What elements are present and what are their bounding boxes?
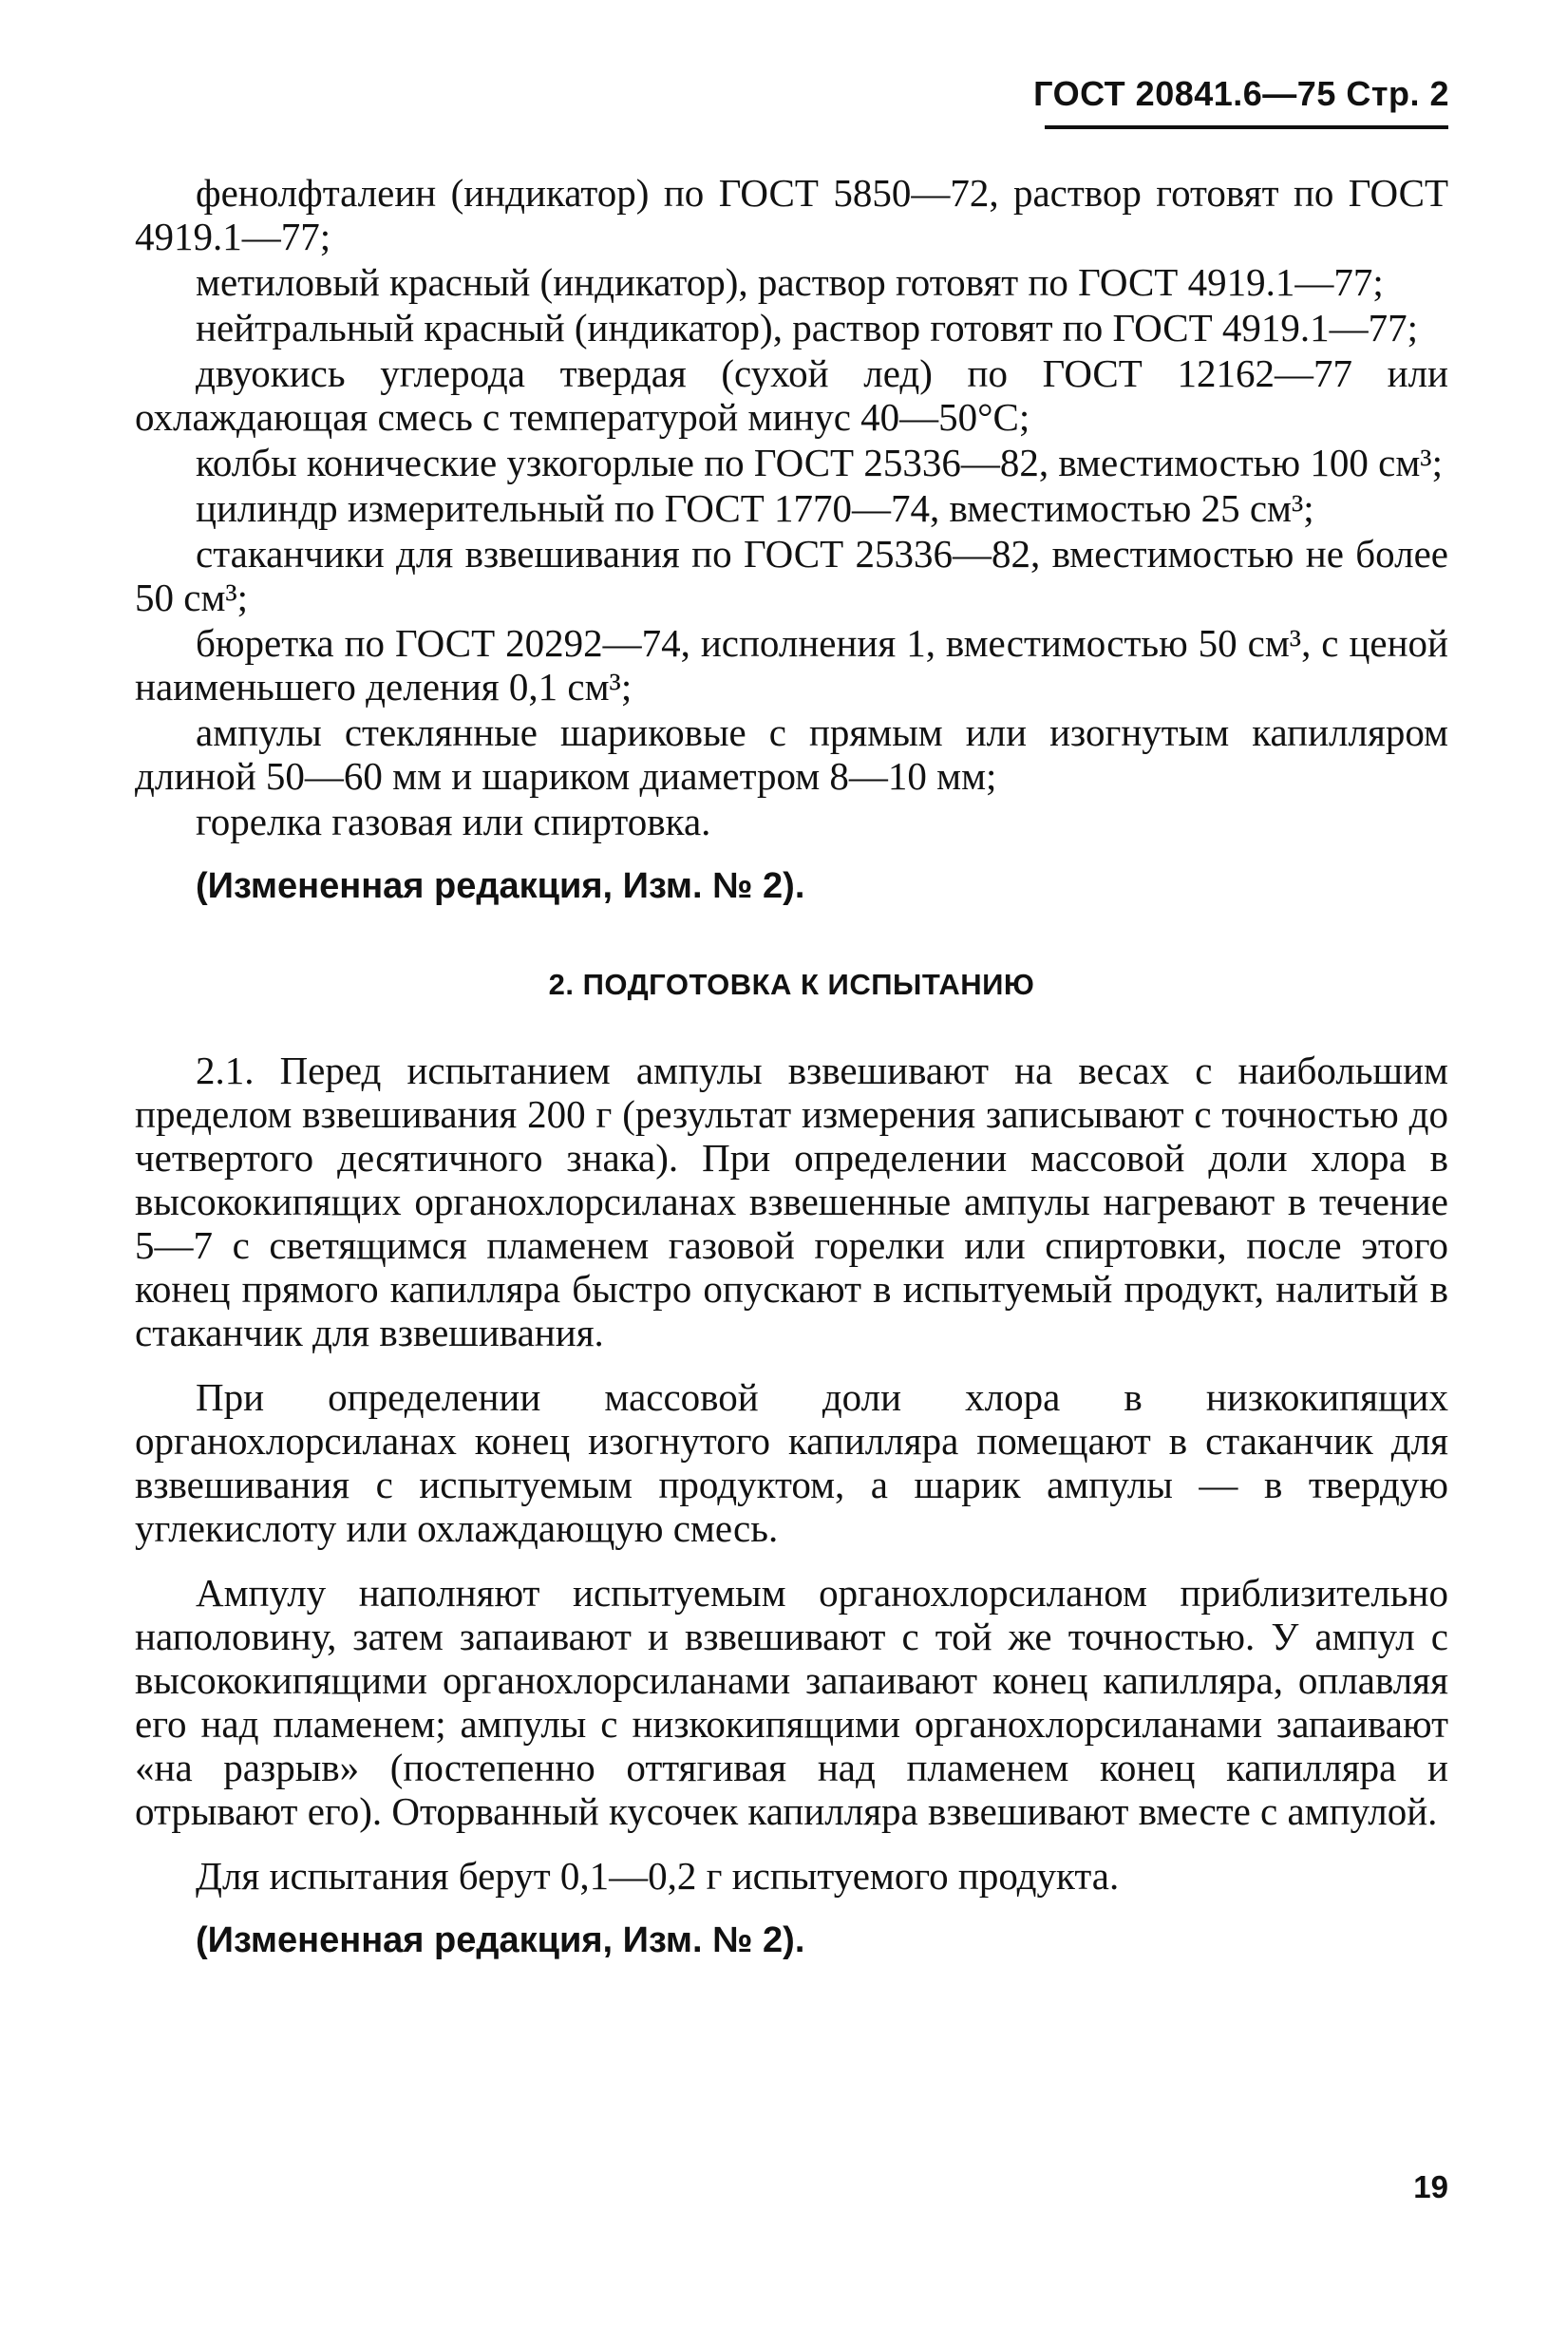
body-text <box>135 171 1448 1962</box>
list-item: горелка газовая или спиртовка. <box>196 800 711 843</box>
amendment-note: (Измененная редакция, Изм. № 2). <box>196 866 805 906</box>
materials-list <box>135 171 1448 843</box>
paragraph: Ампулу наполняют испытуемым органохлорсиланом приблизительно наполовину, затем запаивают и взвешивают с той же точностью. У ампул с высококипящими органохлорсиланами запаивают конец капилляра, оплавляя его над пламенем; ампулы с низкокипящими органохлорсиланами запаивают «на разрыв» (постепенно оттягивая над пламенем конец капилляра и отрывают его). Оторванный кусочек капилляра взвешивают вместе с ампулой. <box>135 1571 1448 1833</box>
paragraph: При определении массовой доли хлора в низкокипящих органохлорсиланах конец изогнутого капилляра помещают в стаканчик для взвешивания с испытуемым продуктом, а шарик ампулы — в твердую углекислоту или охлаждающую смесь. <box>135 1375 1448 1550</box>
list-item: метиловый красный (индикатор), раствор готовят по ГОСТ 4919.1—77; <box>196 260 1384 304</box>
list-item: бюретка по ГОСТ 20292—74, исполнения 1, вместимостью 50 см³, с ценой наименьшего деления 0,1 см³; <box>135 621 1448 709</box>
list-item: нейтральный красный (индикатор), раствор готовят по ГОСТ 4919.1—77; <box>196 306 1419 350</box>
page-number: 19 <box>1413 2169 1448 2204</box>
section-heading: 2. ПОДГОТОВКА К ИСПЫТАНИЮ <box>548 968 1035 1001</box>
paragraph: 2.1. Перед испытанием ампулы взвешивают на весах с наибольшим пределом взвешивания 200 г (результат измерения записывают с точностью до четвертого десятичного знака). При определении массовой доли хлора в высококипящих органохлорсиланах взвешенные ампулы нагревают в течение 5—7 с светящимся пламенем газовой горелки или спиртовки, после этого конец прямого капилляра быстро опускают в испытуемый продукт, налитый в стаканчик для взвешивания. <box>135 1049 1448 1354</box>
list-item: двуокись углерода твердая (сухой лед) по ГОСТ 12162—77 или охлаждающая смесь с температурой минус 40—50°С; <box>135 351 1448 439</box>
header-rule <box>1045 125 1448 129</box>
list-item: стаканчики для взвешивания по ГОСТ 25336—82, вместимостью не более 50 см³; <box>135 532 1448 619</box>
list-item: колбы конические узкогорлые по ГОСТ 25336—82, вместимостью 100 см³; <box>196 441 1443 484</box>
paragraph: Для испытания берут 0,1—0,2 г испытуемого продукта. <box>196 1854 1120 1898</box>
running-header: ГОСТ 20841.6—75 Стр. 2 <box>1033 74 1449 113</box>
list-item: ампулы стеклянные шариковые с прямым или изогнутым капилляром длиной 50—60 мм и шариком диаметром 8—10 мм; <box>135 710 1448 798</box>
list-item: фенолфталеин (индикатор) по ГОСТ 5850—72, раствор готовят по ГОСТ 4919.1—77; <box>135 171 1448 258</box>
amendment-note: (Измененная редакция, Изм. № 2). <box>196 1920 805 1960</box>
list-item: цилиндр измерительный по ГОСТ 1770—74, вместимостью 25 см³; <box>196 486 1314 530</box>
